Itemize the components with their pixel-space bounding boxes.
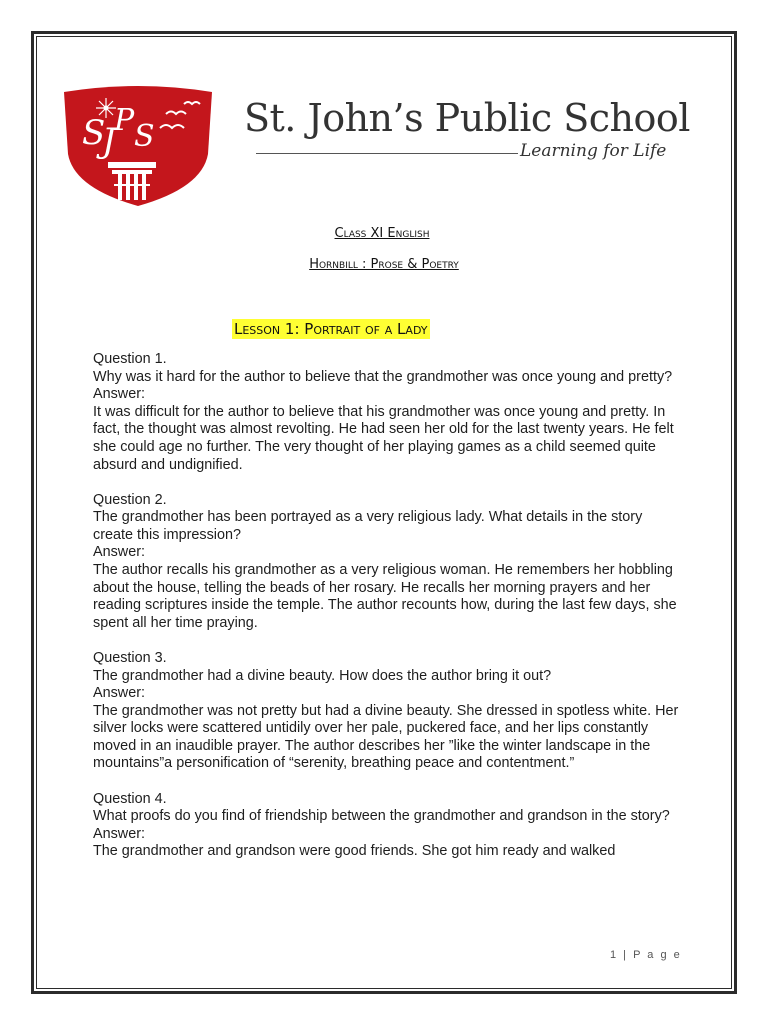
question-block [93, 791, 683, 861]
questions-list [93, 351, 683, 878]
answer-label: Answer: [93, 386, 145, 403]
answer-label: Answer: [93, 825, 145, 842]
school-tagline: Learning for Life [520, 141, 667, 161]
school-name: St. John’s Public School [244, 96, 690, 140]
question-text: Why was it hard for the author to believe that the grandmother was once young and pretty? [93, 368, 673, 385]
page-number: 1 | P a g e [610, 949, 682, 961]
question-block [93, 351, 683, 474]
svg-text:P: P [114, 103, 135, 138]
question-label: Question 4. [93, 790, 167, 807]
question-label: Question 1. [93, 351, 167, 367]
answer-text: The author recalls his grandmother as a very religious woman. He remembers her hobbling about the house, telling the beads of her rosary. He recalls her morning prayers and her reading scriptures inside the temple. The author recounts how, during the last few days, she spent all her time praying. [93, 562, 677, 631]
question-label: Question 2. [93, 491, 167, 508]
svg-text:S: S [134, 119, 155, 154]
answer-label: Answer: [93, 544, 145, 561]
svg-text:J: J [102, 121, 116, 161]
book-title: Hornbill : Prose & Poetry [309, 257, 459, 272]
tagline-divider [256, 153, 518, 154]
class-title: Class XI English [334, 226, 430, 241]
question-text: What proofs do you find of friendship between the grandmother and grandson in the story? [93, 808, 670, 825]
question-label: Question 3. [93, 649, 167, 666]
lesson-title: Lesson 1: Portrait of a Lady [234, 320, 428, 338]
school-logo [62, 84, 214, 208]
question-text: The grandmother had a divine beauty. How does the author bring it out? [93, 667, 552, 684]
answer-text: It was difficult for the author to believe that his grandmother was once young and pretty. In fact, the thought was almost revolting. He had seen her old for the last twenty years. He felt she could age no further. The very thought of her playing games as a child seemed quite absurd and undignified. [93, 403, 674, 473]
question-block [93, 492, 683, 633]
question-block [93, 650, 683, 773]
answer-label: Answer: [93, 685, 145, 702]
question-text: The grandmother has been portrayed as a very religious lady. What details in the story create this impression? [93, 509, 643, 543]
answer-text: The grandmother was not pretty but had a divine beauty. She dressed in spotless white. Her silver locks were scattered untidily over her pale, puckered face, and her lips constantly moved in an inaudible prayer. The author describes her ”like the winter landscape in the mountains”a personification of “serenity, breathing peace and contentment.” [93, 702, 679, 772]
answer-text: The grandmother and grandson were good friends. She got him ready and walked [93, 843, 616, 860]
svg-text:S: S [82, 113, 106, 153]
